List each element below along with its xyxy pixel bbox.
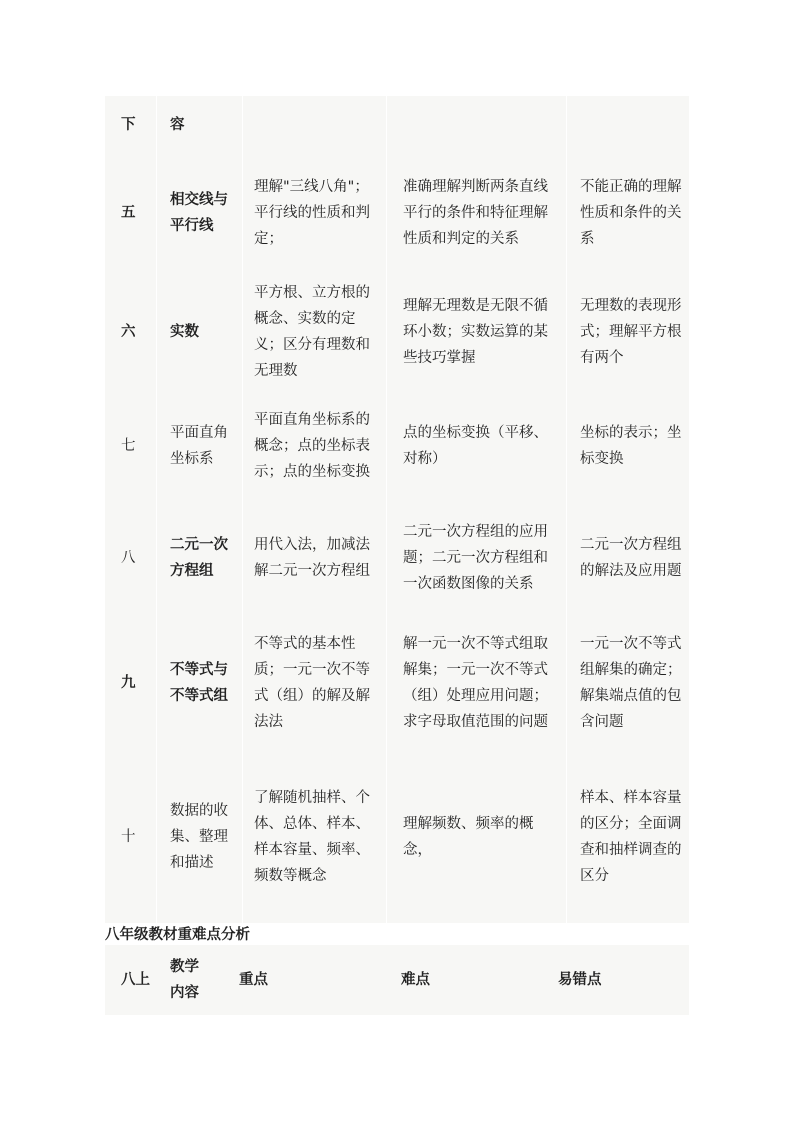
cell-difficulties: 理解无理数是无限不循环小数；实数运算的某些技巧掌握 [403, 298, 548, 366]
cell-chapter-number: 八 [121, 550, 136, 566]
header-cell-topic: 教学内容 [170, 959, 199, 1001]
cell-common-errors [580, 96, 682, 154]
cell-teaching-content: 数据的收集、整理和描述 [170, 802, 228, 871]
cell-common-errors: 坐标的表示；坐标变换 [580, 425, 682, 467]
header-cell-difficulties: 难点 [401, 972, 430, 988]
header-cell-grade: 八上 [121, 972, 150, 988]
cell-teaching-content: 相交线与平行线 [170, 192, 228, 234]
header-cell-key-points: 重点 [239, 972, 268, 988]
cell-difficulties: 点的坐标变换（平移、对称） [403, 425, 548, 467]
cell-key-points: 用代入法，加减法解二元一次方程组 [254, 537, 370, 579]
cell-common-errors: 无理数的表现形式；理解平方根有两个 [580, 298, 682, 366]
cell-key-points [254, 96, 376, 154]
cell-common-errors: 不能正确的理解性质和条件的关系 [580, 179, 682, 247]
cell-chapter-number: 六 [121, 324, 136, 340]
cell-teaching-content: 实数 [170, 324, 199, 340]
cell-difficulties: 解一元一次不等式组取解集；一元一次不等式（组）处理应用问题；求字母取值范围的问题 [403, 636, 548, 730]
column-divider [242, 96, 243, 923]
table-key-points-continued [105, 96, 689, 923]
column-divider [386, 96, 387, 923]
cell-teaching-content: 容 [170, 117, 185, 133]
cell-key-points: 了解随机抽样、个体、总体、样本、样本容量、频率、频数等概念 [254, 789, 370, 884]
cell-common-errors: 二元一次方程组的解法及应用题 [580, 537, 682, 579]
column-divider [566, 96, 567, 923]
cell-key-points: 理解"三线八角"；平行线的性质和判定； [254, 179, 370, 247]
cell-key-points: 平方根、立方根的概念、实数的定义；区分有理数和无理数 [254, 285, 370, 379]
cell-chapter-number: 十 [121, 828, 136, 845]
header-cell-common-errors: 易错点 [558, 972, 602, 988]
cell-difficulties: 理解频数、频率的概念， [403, 815, 534, 858]
cell-chapter-number: 下 [121, 117, 136, 133]
cell-teaching-content: 二元一次方程组 [170, 537, 228, 579]
cell-chapter-number: 七 [121, 438, 136, 454]
table-grade8-header [105, 945, 689, 1015]
cell-chapter-number: 五 [121, 205, 136, 221]
cell-difficulties: 二元一次方程组的应用题；二元一次方程组和一次函数图像的关系 [403, 524, 548, 592]
section-heading: 八年级教材重难点分析 [105, 927, 250, 943]
cell-common-errors: 一元一次不等式组解集的确定；解集端点值的包含问题 [580, 636, 682, 730]
cell-key-points: 平面直角坐标系的概念；点的坐标表示；点的坐标变换 [254, 412, 370, 480]
cell-teaching-content: 不等式与不等式组 [170, 662, 228, 704]
cell-key-points: 不等式的基本性质；一元一次不等式（组）的解及解法法 [254, 636, 370, 730]
column-divider [156, 96, 157, 923]
cell-difficulties [403, 96, 555, 154]
cell-difficulties: 准确理解判断两条直线平行的条件和特征理解性质和判定的关系 [403, 179, 548, 247]
cell-chapter-number: 九 [121, 675, 136, 691]
cell-common-errors: 样本、样本容量的区分；全面调查和抽样调查的区分 [580, 789, 682, 884]
cell-teaching-content: 平面直角坐标系 [170, 425, 228, 467]
